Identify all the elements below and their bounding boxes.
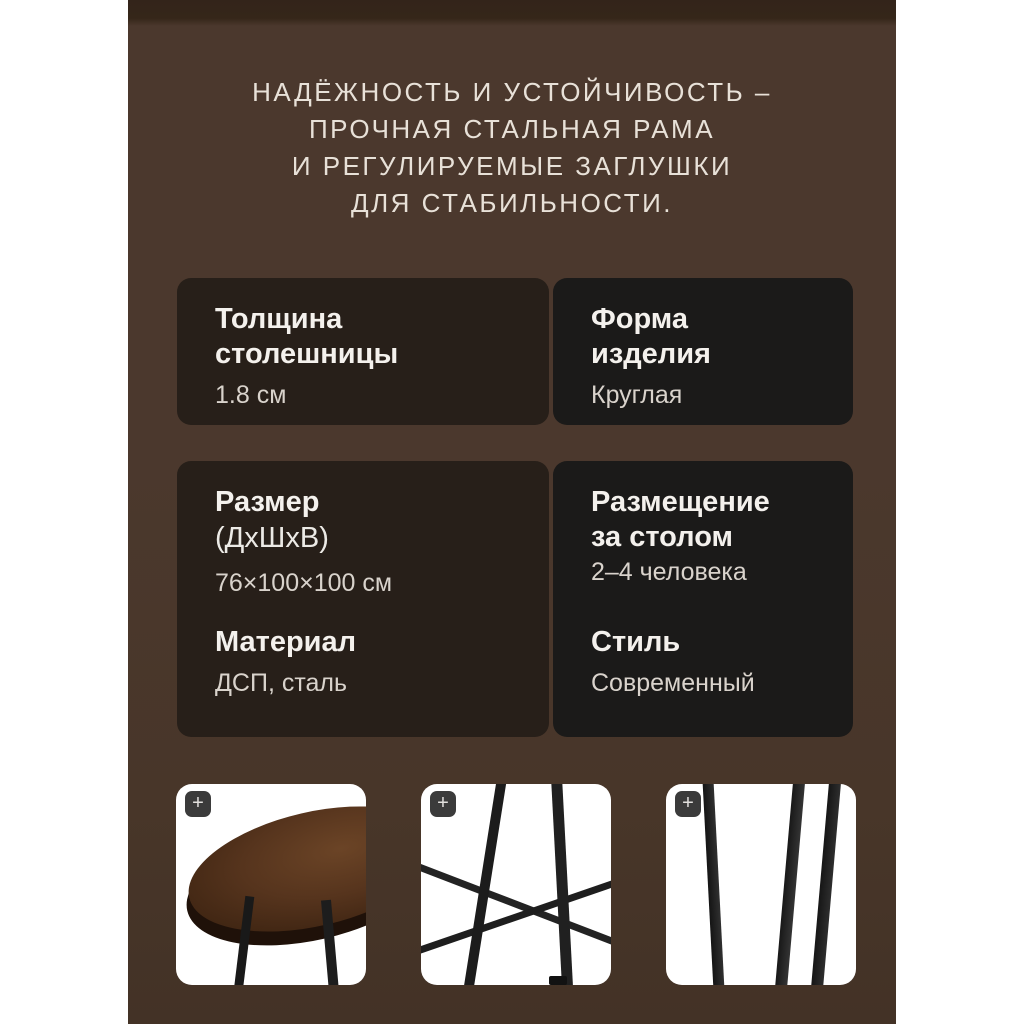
spec-label-line: Толщина (215, 303, 343, 335)
spec-card-material-content (215, 625, 535, 698)
thumbnail-tabletop-photo[interactable] (176, 784, 366, 985)
spec-label-sub: (ДхШхВ) (215, 522, 329, 554)
headline-line-2: ПРОЧНАЯ СТАЛЬНАЯ РАМА (308, 114, 716, 144)
headline-line-1: НАДЁЖНОСТЬ И УСТОЙЧИВОСТЬ – (252, 77, 772, 107)
spec-label: Стиль (591, 626, 681, 658)
zoom-plus-button[interactable] (430, 791, 456, 817)
spec-card-size-material (177, 461, 549, 737)
spec-card-thickness-content (215, 302, 535, 410)
spec-card-shape-content (591, 302, 839, 410)
leg-bar-shape (811, 784, 842, 985)
spec-card-seating-style (553, 461, 853, 737)
frame-leg-shape (551, 784, 574, 985)
zoom-plus-button[interactable] (675, 791, 701, 817)
spec-label: Материал (215, 626, 357, 658)
spec-value: 1.8 см (215, 381, 287, 409)
spec-value: Круглая (591, 381, 683, 409)
spec-label (591, 485, 839, 555)
cross-brace-shape (421, 874, 611, 957)
thumbnail-legs-closeup-photo[interactable] (666, 784, 856, 985)
spec-card-style-content (591, 625, 839, 698)
spec-label: Размер (215, 486, 320, 518)
spec-value: 2–4 человека (591, 558, 747, 586)
spec-label-line: за столом (591, 521, 733, 553)
spec-card-seating-content (591, 485, 839, 587)
plus-icon: + (437, 792, 449, 814)
plus-icon: + (192, 792, 204, 814)
spec-label-line: столешницы (215, 338, 399, 370)
thumbnail-frame-cross-photo[interactable] (421, 784, 611, 985)
spec-card-size-content (215, 485, 535, 598)
leg-bar-shape (775, 784, 806, 985)
spec-card-thickness (177, 278, 549, 425)
spec-label-line: изделия (591, 338, 711, 370)
spec-value: ДСП, сталь (215, 669, 348, 697)
infographic-panel (128, 0, 896, 1024)
spec-card-shape (553, 278, 853, 425)
spec-label (591, 302, 839, 372)
spec-value: Современный (591, 669, 755, 697)
photo-gallery (176, 784, 856, 985)
headline (128, 74, 896, 222)
plus-icon: + (682, 792, 694, 814)
leg-bar-shape (702, 784, 724, 985)
panel-top-band (128, 0, 896, 26)
spec-value: 76×100×100 см (215, 569, 393, 597)
zoom-plus-button[interactable] (185, 791, 211, 817)
leg-foot-shape (549, 976, 567, 985)
spec-label-line: Форма (591, 303, 688, 335)
spec-label (215, 302, 535, 372)
spec-label-line: Размещение (591, 486, 770, 518)
headline-line-3: И РЕГУЛИРУЕМЫЕ ЗАГЛУШКИ (291, 151, 733, 181)
headline-line-4: ДЛЯ СТАБИЛЬНОСТИ. (350, 188, 674, 218)
